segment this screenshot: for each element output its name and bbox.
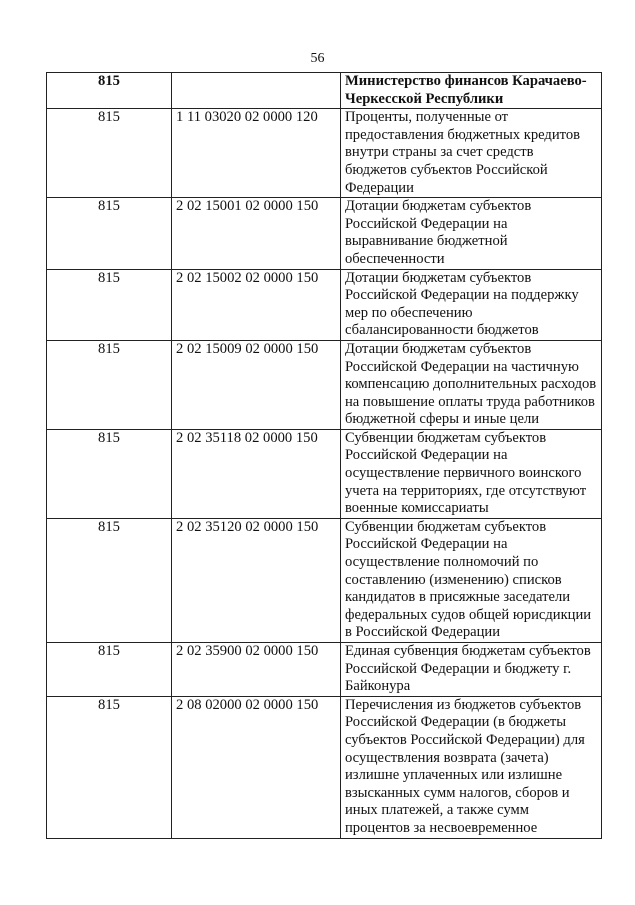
admin-code-cell: 815 <box>47 643 172 697</box>
table-header-row <box>47 73 602 109</box>
kbk-cell: 2 02 35118 02 0000 150 <box>172 429 341 518</box>
admin-code-cell: 815 <box>47 696 172 838</box>
table-row <box>47 643 602 697</box>
table-row <box>47 340 602 429</box>
revenue-name-cell: Субвенции бюджетам субъектов Российской Федерации на осуществление полномочий по составлению (изменению) списков кандидатов в присяжные заседатели федеральных судов общей юрисдикции в Российской Федерации <box>341 518 602 642</box>
table-row <box>47 518 602 642</box>
admin-code-cell: 815 <box>47 518 172 642</box>
kbk-cell: 2 08 02000 02 0000 150 <box>172 696 341 838</box>
kbk-cell: 2 02 15001 02 0000 150 <box>172 198 341 269</box>
administrator-name-cell: Министерство финансов Карачаево-Черкесской Республики <box>341 73 602 109</box>
admin-code-cell: 815 <box>47 340 172 429</box>
admin-code-cell: 815 <box>47 269 172 340</box>
kbk-cell: 1 11 03020 02 0000 120 <box>172 109 341 198</box>
kbk-cell <box>172 73 341 109</box>
admin-code-cell: 815 <box>47 109 172 198</box>
table-row <box>47 269 602 340</box>
revenue-name-cell: Перечисления из бюджетов субъектов Российской Федерации (в бюджеты субъектов Российской Федерации) для осуществления возврата (зачета) излишне уплаченных или излишне взысканных сумм налогов, сборов и иных платежей, а также сумм процентов за несвоевременное <box>341 696 602 838</box>
revenue-name-cell: Дотации бюджетам субъектов Российской Федерации на выравнивание бюджетной обеспеченности <box>341 198 602 269</box>
kbk-cell: 2 02 15009 02 0000 150 <box>172 340 341 429</box>
admin-code-cell: 815 <box>47 198 172 269</box>
table-row <box>47 198 602 269</box>
revenue-name-cell: Единая субвенция бюджетам субъектов Российской Федерации и бюджету г. Байконура <box>341 643 602 697</box>
table-row <box>47 429 602 518</box>
revenue-name-cell: Проценты, полученные от предоставления бюджетных кредитов внутри страны за счет средств бюджетов субъектов Российской Федерации <box>341 109 602 198</box>
page-number: 56 <box>310 51 325 66</box>
admin-code-cell: 815 <box>47 73 172 109</box>
revenue-name-cell: Субвенции бюджетам субъектов Российской Федерации на осуществление первичного воинского учета на территориях, где отсутствуют военные комиссариаты <box>341 429 602 518</box>
kbk-cell: 2 02 15002 02 0000 150 <box>172 269 341 340</box>
table-row <box>47 696 602 838</box>
table-row <box>47 109 602 198</box>
revenue-name-cell: Дотации бюджетам субъектов Российской Федерации на поддержку мер по обеспечению сбалансированности бюджетов <box>341 269 602 340</box>
kbk-cell: 2 02 35120 02 0000 150 <box>172 518 341 642</box>
admin-code-cell: 815 <box>47 429 172 518</box>
revenue-name-cell: Дотации бюджетам субъектов Российской Федерации на частичную компенсацию дополнительных расходов на повышение оплаты труда работников бюджетной сферы и иные цели <box>341 340 602 429</box>
budget-classification-table <box>46 72 602 839</box>
kbk-cell: 2 02 35900 02 0000 150 <box>172 643 341 697</box>
